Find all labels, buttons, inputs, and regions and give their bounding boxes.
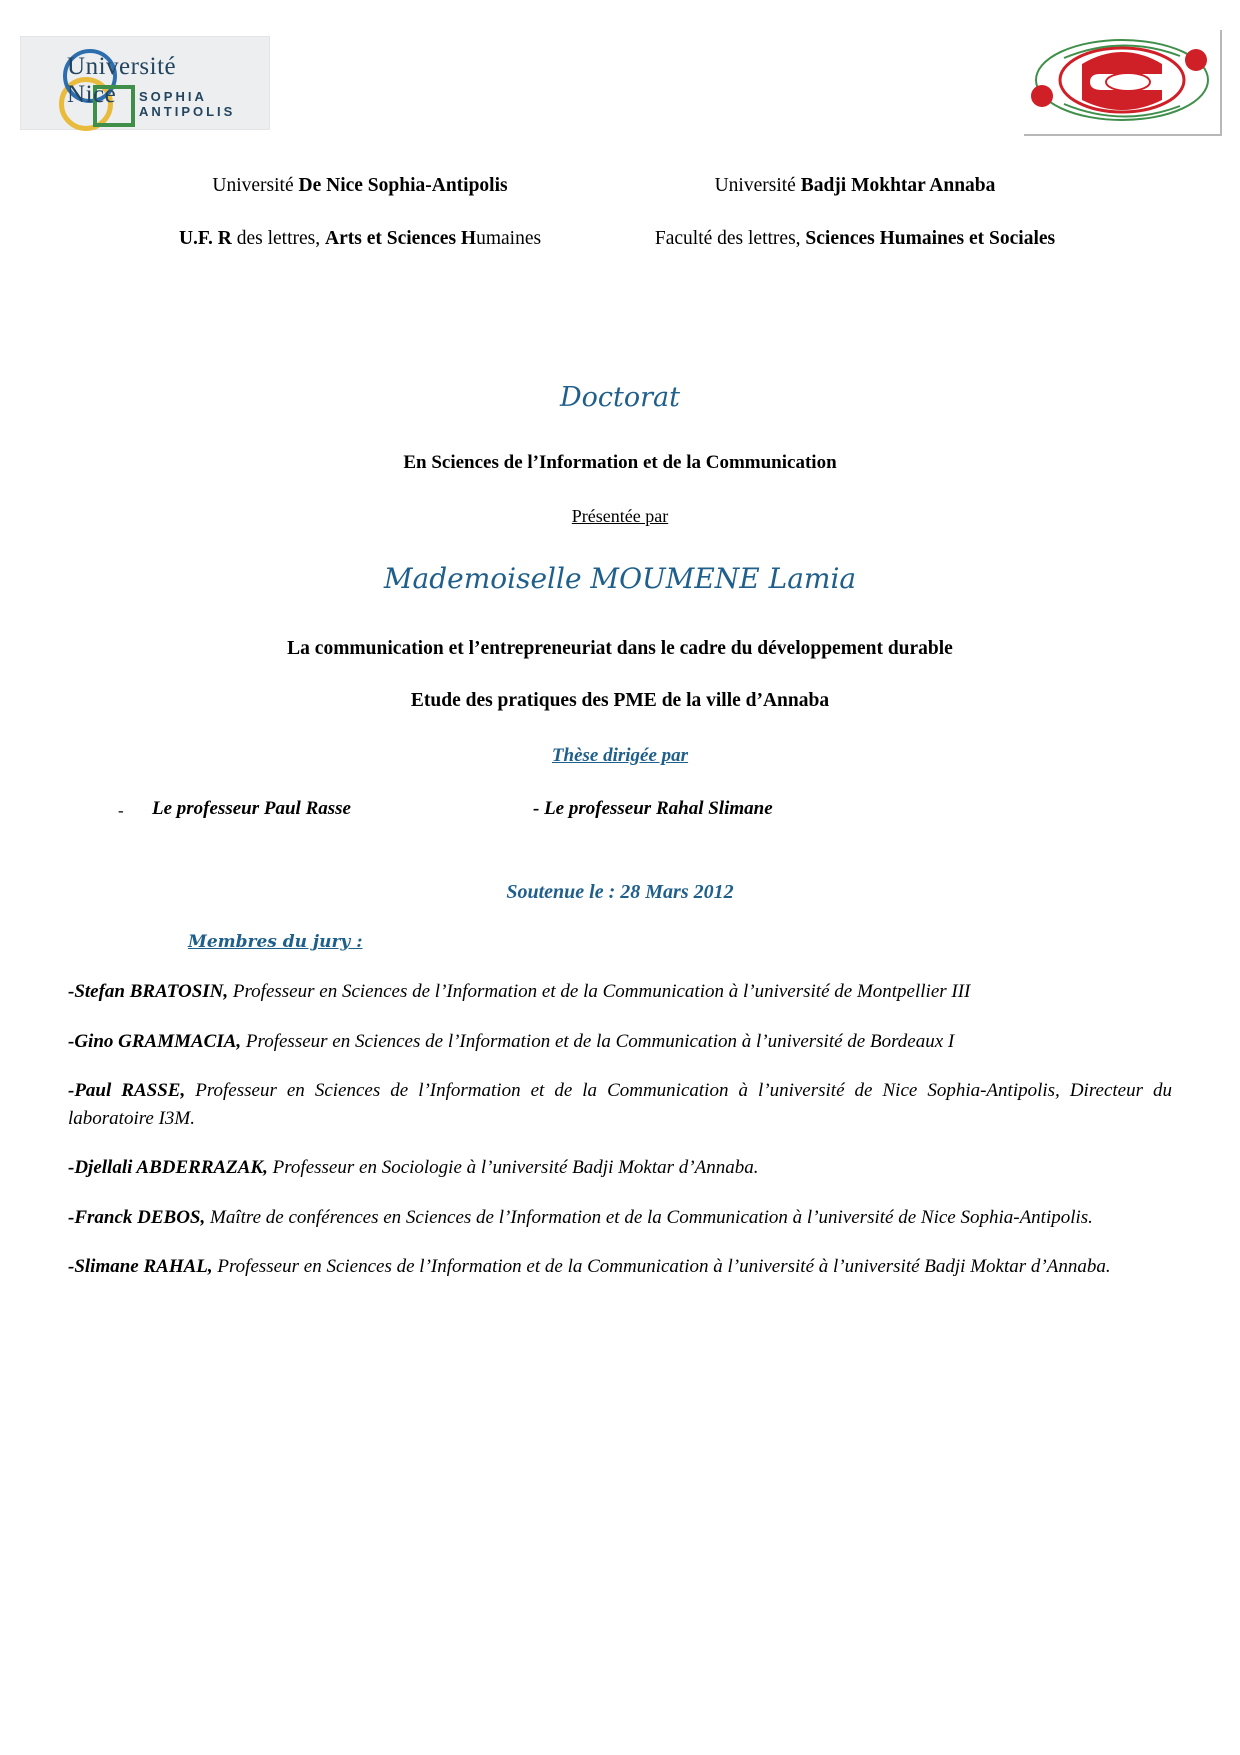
jury-member-name: -Paul RASSE, (68, 1080, 186, 1102)
degree-title: Doctorat (560, 382, 680, 413)
list-item (68, 1204, 1172, 1232)
supervisor-dash: - (118, 801, 124, 820)
degree-field: En Sciences de l’Information et de la Communication (403, 452, 837, 473)
header-left-university-name: De Nice Sophia-Antipolis (298, 175, 508, 196)
logo-text-nice: ice (85, 81, 117, 108)
jury-member-name: -Slimane RAHAL, (68, 1256, 213, 1278)
list-item (68, 1077, 1172, 1132)
universite-badji-mokhtar-annaba-logo (1024, 30, 1222, 136)
jury-member-description: Professeur en Sciences de l’Information et de la Communication à l’université à l’université Badji Moktar d’Annaba. (212, 1256, 1111, 1278)
logo-text-sophia-antipolis: SOPHIA ANTIPOLIS (139, 89, 236, 119)
logo-line-universite (67, 53, 176, 81)
logo-initial-n: N (67, 81, 86, 108)
header-universities (0, 175, 1240, 197)
header-right-faculty-name: Sciences Humaines et Sociales (805, 228, 1056, 249)
jury-member-description: Maître de conférences en Sciences de l’Information et de la Communication à l’université de Nice Sophia-Antipolis. (205, 1206, 1093, 1228)
header-right-university (595, 175, 1115, 197)
jury-members-label: Membres du jury : (188, 932, 363, 952)
jury-member-name: -Stefan BRATOSIN, (68, 981, 229, 1002)
header-left-faculty-ufr: U.F. R (178, 228, 232, 249)
supervised-by-text: Thèse dirigée par (551, 745, 689, 766)
header-left-faculty-arts: Arts et Sciences H (325, 228, 477, 249)
thesis-title-line-2: Etude des pratiques des PME de la ville d’Annaba (410, 690, 830, 711)
header-left-university (125, 175, 595, 197)
supervised-by-label (0, 745, 1240, 767)
header-left-faculty-umaines: umaines (476, 228, 542, 249)
jury-member-name: -Djellali ABDERRAZAK, (68, 1157, 268, 1179)
jury-member-name: -Franck DEBOS, (68, 1206, 206, 1228)
header-right-faculty-prefix: Faculté des lettres, (654, 228, 806, 249)
presented-by-text: Présentée par (571, 506, 669, 526)
thesis-title-line-1: La communication et l’entrepreneuriat dans le cadre du développement durable (287, 638, 953, 659)
header-right-faculty (595, 228, 1115, 250)
presented-by-label (0, 506, 1240, 527)
list-item (68, 1028, 1172, 1056)
list-item (68, 1253, 1172, 1281)
jury-member-description: Professeur en Sciences de l’Information et de la Communication à l’université de Nice Sophia-Antipolis, Directeur du laboratoire I3M. (68, 1080, 1172, 1129)
supervisor-1: Le professeur Paul Rasse (152, 798, 351, 819)
defense-date: Soutenue le : 28 Mars 2012 (506, 881, 734, 903)
jury-member-description: Professeur en Sciences de l’Information et de la Communication à l’université de Montpellier III (228, 981, 971, 1002)
supervisor-2: - Le professeur Rahal Slimane (533, 798, 773, 819)
list-item (68, 1154, 1172, 1182)
jury-member-name: -Gino GRAMMACIA, (68, 1030, 242, 1052)
header-left-faculty (125, 228, 595, 250)
jury-members-list (68, 978, 1172, 1303)
header-right-university-name: Badji Mokhtar Annaba (800, 175, 996, 196)
logo-text-universite: niversité (85, 53, 177, 80)
header-right-university-prefix: Université (714, 175, 801, 196)
header-left-university-prefix: Université (212, 175, 299, 196)
header-faculties (0, 228, 1240, 250)
jury-member-description: Professeur en Sociologie à l’université Badji Moktar d’Annaba. (267, 1157, 759, 1179)
annaba-logo-graphic (1024, 30, 1220, 134)
jury-member-description: Professeur en Sciences de l’Information et de la Communication à l’université de Bordeaux I (241, 1030, 955, 1052)
candidate-name: Mademoiselle MOUMENE Lamia (383, 562, 857, 595)
header-left-faculty-deslettres: des lettres, (231, 228, 325, 249)
logo-initial-u: U (67, 53, 86, 80)
logo-line-nice (67, 81, 116, 109)
universite-nice-sophia-antipolis-logo (20, 36, 270, 130)
list-item (68, 978, 1172, 1006)
